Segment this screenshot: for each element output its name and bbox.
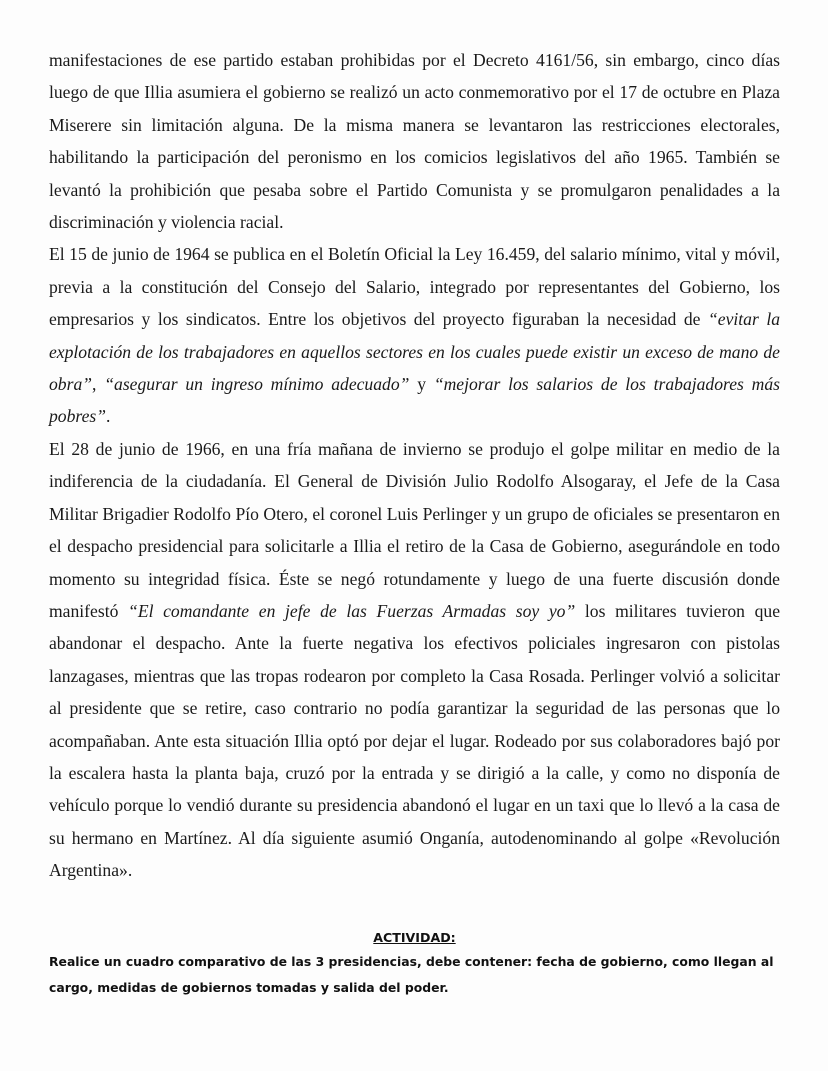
- paragraph: [49, 433, 780, 887]
- quote-text: “asegurar un ingreso mínimo adecuado”: [104, 374, 410, 395]
- activity-title: ACTIVIDAD:: [373, 930, 456, 945]
- quote-text: “El comandante en jefe de las Fuerzas Armadas soy yo”: [128, 600, 576, 621]
- document-body: [49, 44, 780, 887]
- paragraph: [49, 238, 780, 432]
- paragraph-text: ,: [92, 374, 105, 395]
- paragraph: [49, 44, 780, 238]
- paragraph-text: El 15 de junio de 1964 se publica en el Boletín Oficial la Ley 16.459, del salario mínimo, vital y móvil, previa a la constitución del Consejo del Salario, integrado por representantes del Gobierno, los empresarios y los sindicatos. Entre los objetivos del proyecto figuraban la necesidad de: [49, 244, 780, 330]
- paragraph-text: El 28 de junio de 1966, en una fría mañana de invierno se produjo el golpe militar en medio de la indiferencia de la ciudadanía. El General de División Julio Rodolfo Alsogaray, el Jefe de la Casa Militar Brigadier Rodolfo Pío Otero, el coronel Luis Perlinger y un grupo de oficiales se presentaron en el despacho presidencial para solicitarle a Illia el retiro de la Casa de Gobierno, asegurándole en todo momento su integridad física. Éste se negó rotundamente y luego de una fuerte discusión donde manifestó: [49, 438, 780, 621]
- activity-section: [49, 930, 780, 1001]
- paragraph-text: y: [409, 374, 434, 395]
- paragraph-text: manifestaciones de ese partido estaban prohibidas por el Decreto 4161/56, sin embargo, cinco días luego de que Illia asumiera el gobierno se realizó un acto conmemorativo por el 17 de octubre en Plaza Miserere sin limitación alguna. De la misma manera se levantaron las restricciones electorales, habilitando la participación del peronismo en los comicios legislativos del año 1965. También se levantó la prohibición que pesaba sobre el Partido Comunista y se promulgaron penalidades a la discriminación y violencia racial.: [49, 50, 780, 233]
- paragraph-text: .: [106, 406, 111, 427]
- activity-instructions: Realice un cuadro comparativo de las 3 presidencias, debe contener: fecha de gobierno, como llegan al cargo, medidas de gobiernos tomadas y salida del poder.: [49, 954, 774, 995]
- quote-text: “evitar la explotación de los trabajadores en aquellos sectores en los cuales puede existir un exceso de mano de obra”: [49, 309, 781, 395]
- paragraph-text: los militares tuvieron que abandonar el despacho. Ante la fuerte negativa los efectivos policiales ingresaron con pistolas lanzagases, mientras que las tropas rodearon por completo la Casa Rosada. Perlinger volvió a solicitar al presidente que se retire, caso contrario no podía garantizar la seguridad de las personas que lo acompañaban. Ante esta situación Illia optó por dejar el lugar. Rodeado por sus colaboradores bajó por la escalera hasta la planta baja, cruzó por la entrada y se dirigió a la calle, y como no disponía de vehículo porque lo vendió durante su presidencia abandonó el lugar en un taxi que lo llevó a la casa de su hermano en Martínez. Al día siguiente asumió Onganía, autodenominando al golpe «Revolución Argentina».: [49, 600, 780, 881]
- quote-text: “mejorar los salarios de los trabajadores más pobres”: [49, 374, 781, 427]
